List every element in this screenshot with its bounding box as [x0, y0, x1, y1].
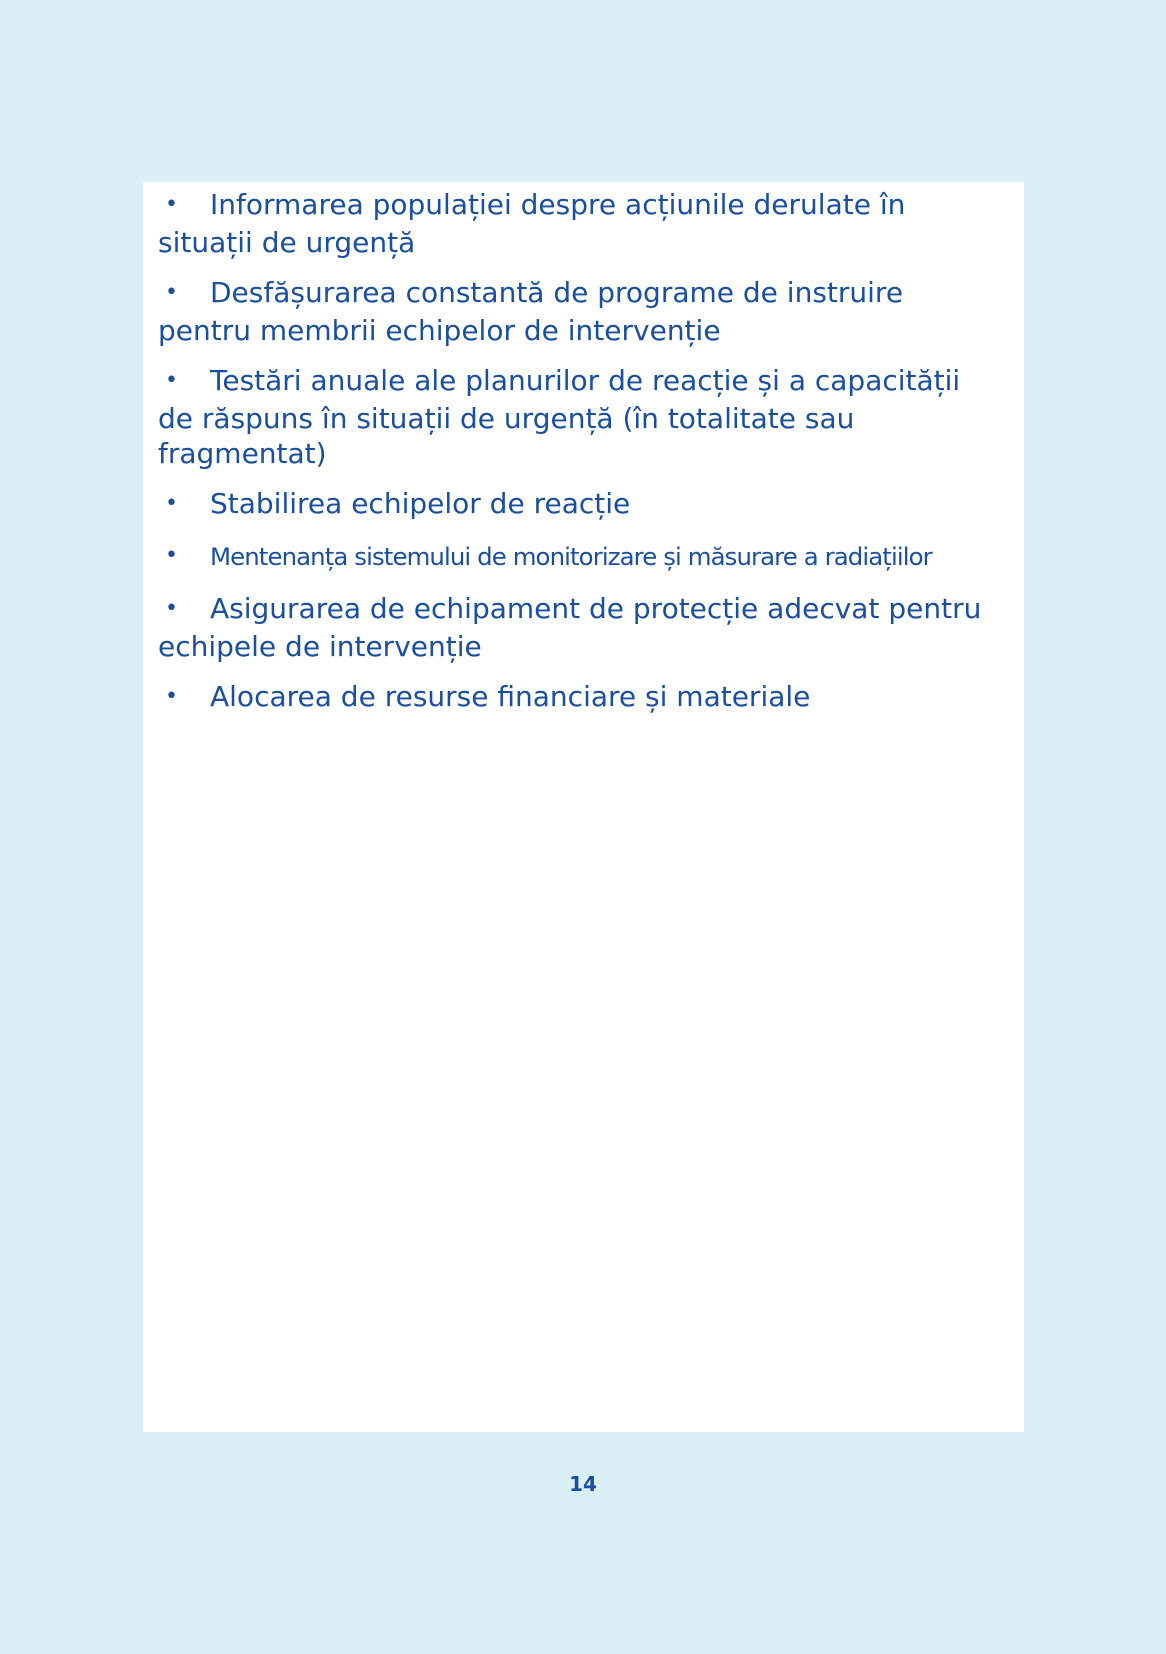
page-number: 14: [569, 1472, 597, 1496]
bullet-marker: [158, 187, 210, 225]
list-item: [158, 187, 1002, 260]
list-item-text: Asigurarea de echipament de protecție adecvat pentru echipele de intervenție: [158, 592, 982, 663]
bullet-marker: [158, 679, 210, 717]
list-item: [158, 539, 1002, 576]
bullet-marker: [158, 486, 210, 524]
list-item: [158, 363, 1002, 471]
bullet-marker: [158, 363, 210, 401]
list-item-text: Informarea populației despre acțiunile derulate în situații de urgență: [158, 188, 906, 259]
content-panel: [143, 182, 1024, 1432]
bullet-list: [143, 182, 1024, 717]
list-item: [158, 591, 1002, 664]
list-item: [158, 275, 1002, 348]
list-item-text: Desfășurarea constantă de programe de instruire pentru membrii echipelor de intervenție: [158, 276, 904, 347]
bullet-marker: [158, 539, 210, 576]
list-item-text: Mentenanța sistemului de monitorizare și măsurare a radiațiilor: [210, 542, 932, 571]
list-item-text: Stabilirea echipelor de reacție: [210, 487, 631, 520]
list-item-text: Testări anuale ale planurilor de reacție și a capacității de răspuns în situații de urgență (în totalitate sau fragmentat): [158, 364, 961, 470]
bullet-marker: [158, 275, 210, 313]
list-item: [158, 679, 1002, 717]
list-item: [158, 486, 1002, 524]
list-item-text: Alocarea de resurse financiare și materiale: [210, 680, 811, 713]
bullet-marker: [158, 591, 210, 629]
